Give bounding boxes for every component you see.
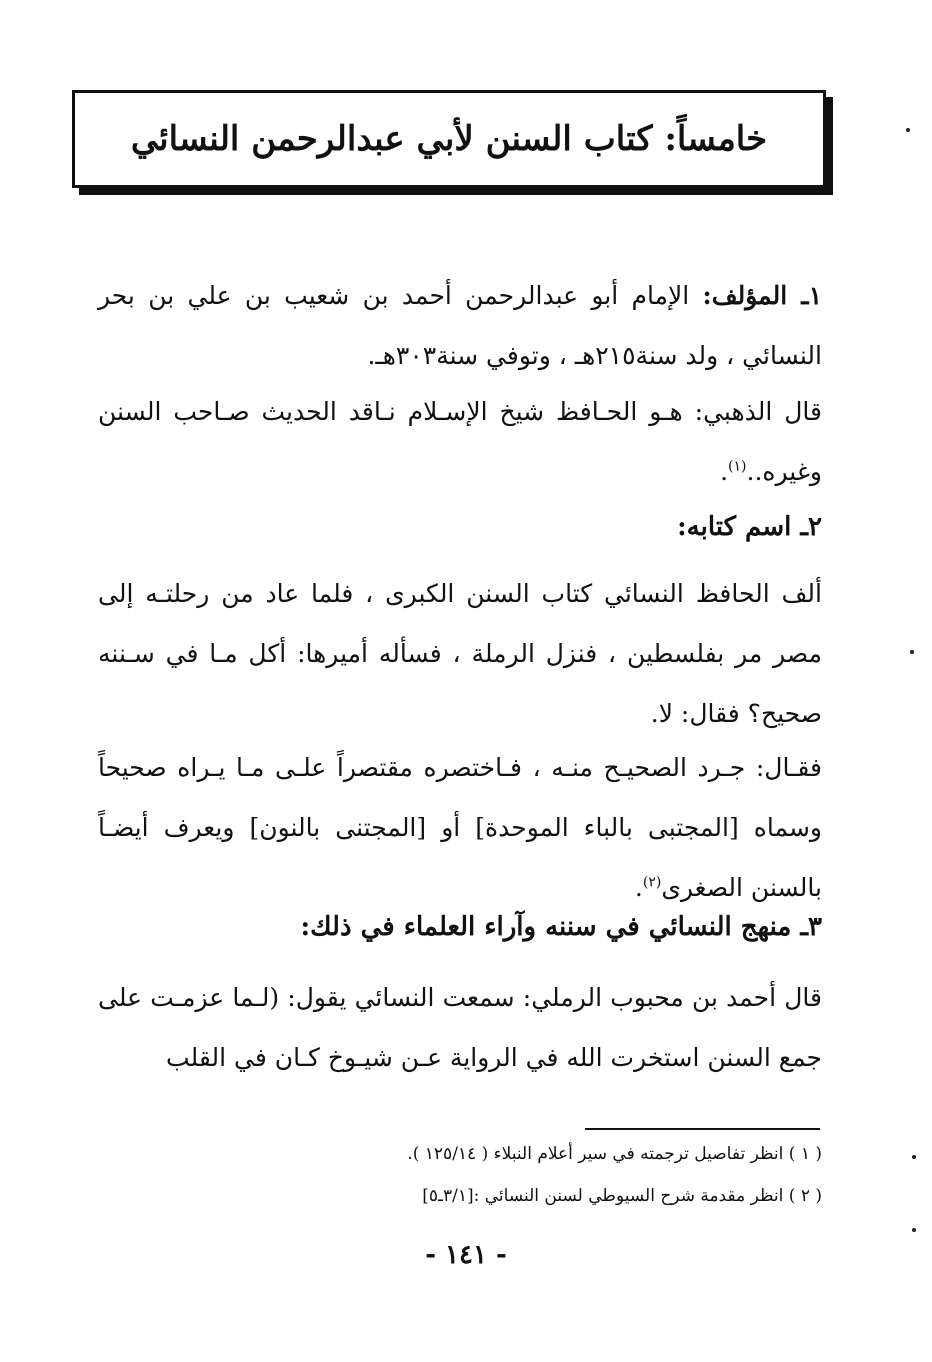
title-box — [72, 90, 826, 188]
author-text: الإمام أبو عبدالرحمن أحمد بن شعيب بن علي بن بحر النسائي ، ولد سنة٢١٥هـ ، وتوفي سنة٣٠٣هـ. — [98, 281, 822, 370]
book-history-paragraph: ألف الحافظ النسائي كتاب السنن الكبرى ، فلما عاد من رحلتـه إلى مصر مر بفلسطين ، فنزل الرملة ، فسأله أميرها: أكل مـا في سـننه صحيح؟ فقال: لا. — [98, 579, 822, 728]
scan-speck — [906, 128, 910, 132]
methodology-paragraph: قال أحمد بن محبوب الرملي: سمعت النسائي يقول: (لـما عزمـت على جمع السنن استخرت الله في الرواية عـن شيـوخ كـان في القلب — [98, 983, 822, 1072]
scan-speck — [912, 1155, 916, 1159]
mujtaba-paragraph — [98, 738, 822, 918]
dhahabi-quote-end: . — [720, 457, 729, 486]
methodology-heading: ٣ـ منهج النسائي في سننه وآراء العلماء في ذلك: — [300, 912, 822, 942]
footnote-1: ( ١ ) انظر تفاصيل ترجمته في سير أعلام النبلاء ( ١٢٥/١٤ ). — [407, 1144, 822, 1164]
page-title: خامساً: كتاب السنن لأبي عبدالرحمن النسائي — [130, 119, 768, 159]
footnote-ref-1: (١) — [728, 458, 747, 475]
mujtaba-end: . — [634, 873, 643, 902]
dhahabi-quote-paragraph — [98, 382, 822, 502]
author-heading: ١ـ المؤلف: — [702, 281, 823, 310]
dhahabi-quote-text: قال الذهبي: هـو الحـافظ شيخ الإسـلام نـاقد الحديث صـاحب السنن وغيره.. — [98, 397, 822, 486]
scan-speck — [910, 650, 914, 654]
footnote-ref-2: (٢) — [642, 874, 662, 891]
page-number: - ١٤١ - — [425, 1240, 507, 1270]
footnote-separator — [585, 1128, 820, 1130]
book-name-heading: ٢ـ اسم كتابه: — [677, 512, 822, 542]
mujtaba-text: فقـال: جـرد الصحيـح منـه ، فـاختصره مقتصراً علـى مـا يـراه صحيحاً وسماه [المجتبى بالباء الموحدة] أو [المجتنى بالنون] ويعرف أيضـاً بالسنن الصغرى — [98, 753, 822, 902]
author-paragraph — [98, 266, 822, 386]
scan-speck — [912, 1228, 916, 1232]
footnote-2: ( ٢ ) انظر مقدمة شرح السيوطي لسنن النسائي :[٣/١ـ٥] — [422, 1186, 822, 1206]
